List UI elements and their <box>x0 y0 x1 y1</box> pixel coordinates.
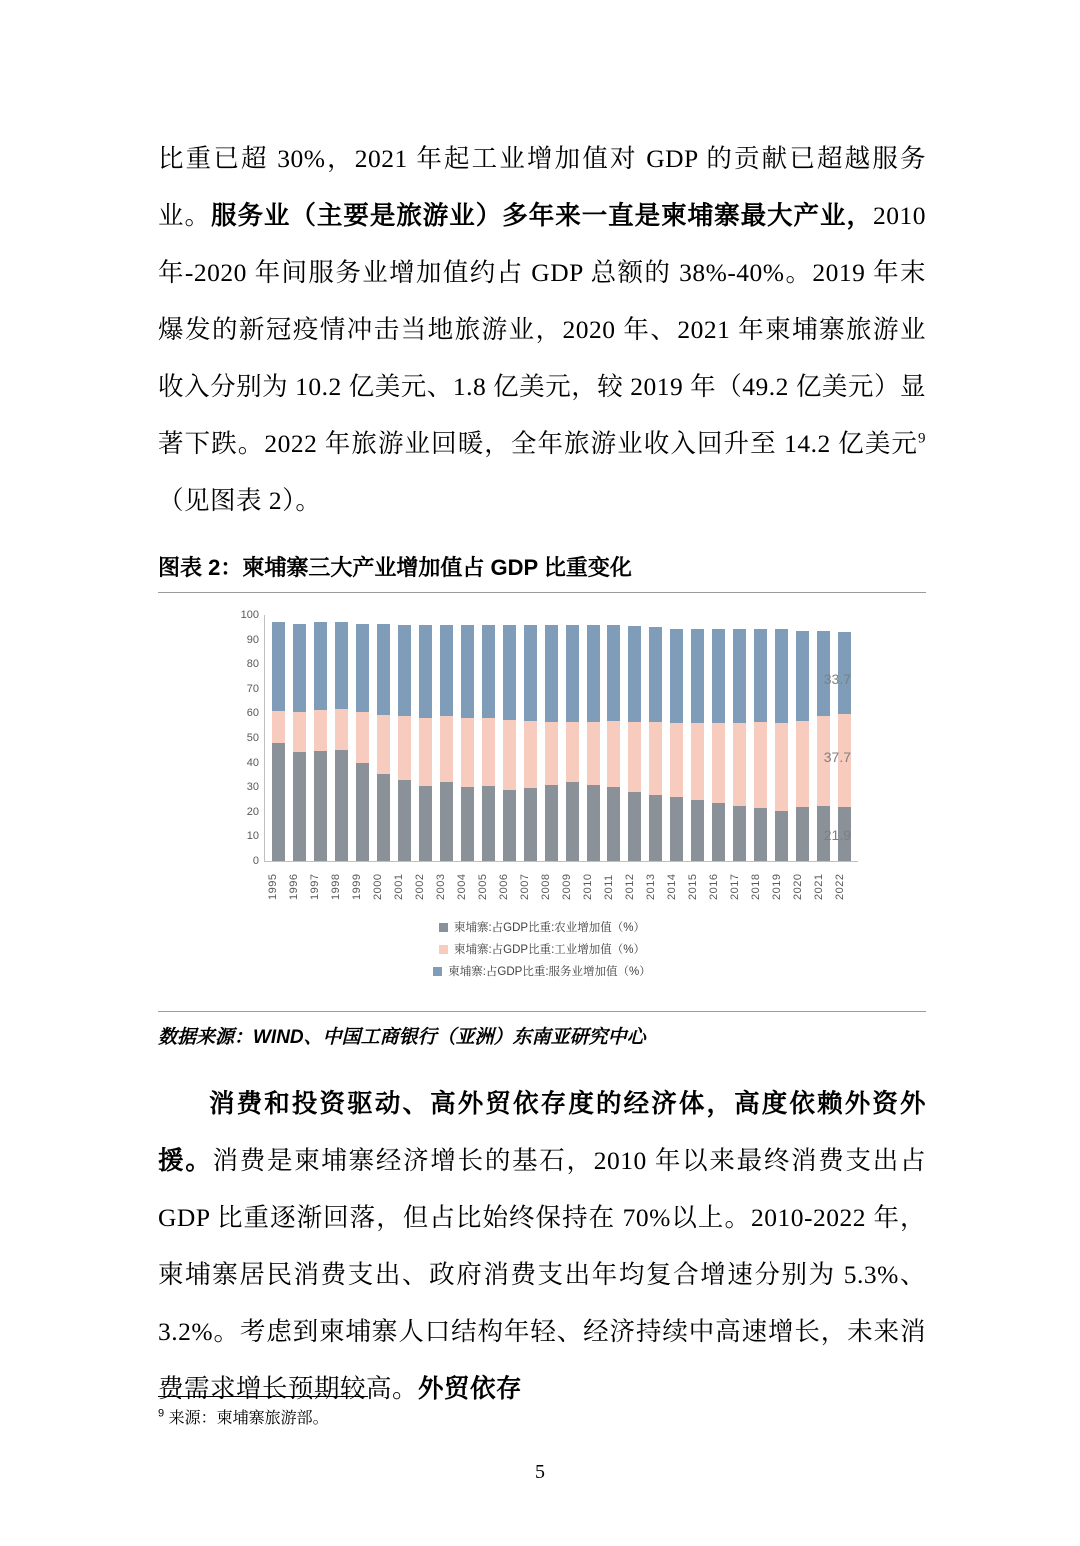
chart-bar-segment <box>607 625 620 721</box>
chart-bar-segment <box>272 711 285 743</box>
chart-x-tick: 2003 <box>435 873 447 901</box>
figure-source-note: 数据来源：WIND、中国工商银行（亚洲）东南亚研究中心 <box>158 1027 646 1048</box>
chart-bar-segment <box>293 712 306 751</box>
data-label-industry: 37.7 <box>823 749 851 765</box>
chart-bar-segment <box>670 629 683 724</box>
chart-bar-column <box>289 615 310 861</box>
chart-bar-segment <box>461 787 474 861</box>
chart-x-tick: 2021 <box>813 873 825 901</box>
chart-bar-segment <box>649 795 662 861</box>
paragraph-1-tail: （见图表 2）。 <box>158 486 322 515</box>
chart-bar-segment <box>440 716 453 782</box>
chart-bar-column <box>645 615 666 861</box>
chart-y-tick: 80 <box>246 658 259 671</box>
chart-x-tick: 1996 <box>288 873 300 901</box>
chart-bar-segment <box>796 631 809 721</box>
chart-bar-column <box>562 615 583 861</box>
chart-x-tick: 2018 <box>750 873 762 901</box>
chart-x-tick: 2015 <box>687 873 699 901</box>
chart-bar-segment <box>628 722 641 792</box>
chart-bar-column <box>687 615 708 861</box>
chart-bar-column <box>708 615 729 861</box>
chart-bar-segment <box>440 625 453 716</box>
chart-x-tick: 2008 <box>540 873 552 901</box>
chart-x-tick: 2005 <box>477 873 489 901</box>
chart-bar-segment <box>566 782 579 861</box>
chart-bar-segment <box>607 721 620 787</box>
paragraph-1-bold: 服务业（主要是旅游业）多年来一直是柬埔寨最大产业， <box>210 201 873 230</box>
chart-bar-segment <box>754 808 767 861</box>
chart-legend-item <box>439 919 645 935</box>
chart-bar-segment <box>419 718 432 786</box>
chart-bar-segment <box>712 629 725 724</box>
legend-swatch <box>439 923 448 932</box>
chart-bar-segment <box>545 785 558 861</box>
chart-y-tick: 20 <box>246 805 259 818</box>
chart-bar-segment <box>545 722 558 785</box>
chart-bar-column <box>268 615 289 861</box>
chart-y-tick: 90 <box>246 633 259 646</box>
chart-bar-segment <box>482 718 495 786</box>
chart-bar-column <box>666 615 687 861</box>
chart-plot-area <box>240 609 858 867</box>
paragraph-2 <box>158 1075 926 1417</box>
data-label-agriculture: 21.9 <box>823 827 851 843</box>
chart-bar-segment <box>754 722 767 808</box>
chart-x-tick: 1999 <box>351 873 363 901</box>
chart-bar-segment <box>503 720 516 790</box>
chart-bar-column <box>771 615 792 861</box>
figure-title: 图表 2：柬埔寨三大产业增加值占 GDP 比重变化 <box>158 555 632 580</box>
chart-x-tick: 2002 <box>414 873 426 901</box>
chart-x-tick: 2013 <box>645 873 657 901</box>
chart-bar-column <box>331 615 352 861</box>
chart-bar-segment <box>293 624 306 713</box>
chart-bar-segment <box>670 797 683 861</box>
paragraph-1-part-1: 比重已超 30%，2021 年起工业增加值对 GDP 的贡献已超越服务业。 <box>158 144 926 230</box>
figure-2-block <box>158 551 926 1049</box>
chart-x-tick: 2001 <box>393 873 405 901</box>
chart-bar-segment <box>314 710 327 751</box>
chart-container <box>158 593 926 1011</box>
chart-bar-segment <box>733 723 746 805</box>
chart-x-tick: 2014 <box>666 873 678 901</box>
chart-x-tick: 2020 <box>792 873 804 901</box>
chart-bar-segment <box>524 625 537 721</box>
chart-bar-column <box>310 615 331 861</box>
chart-bar-column <box>478 615 499 861</box>
chart-x-tick: 1997 <box>309 873 321 901</box>
chart-x-tick: 2016 <box>708 873 720 901</box>
chart-bar-column <box>415 615 436 861</box>
chart-bar-column <box>394 615 415 861</box>
chart-bar-segment <box>335 709 348 751</box>
chart-bar-segment <box>419 625 432 718</box>
chart-bar-segment <box>796 721 809 807</box>
chart-bar-segment <box>293 752 306 861</box>
chart-y-tick: 10 <box>246 830 259 843</box>
chart-bar-segment <box>628 626 641 722</box>
chart-x-tick: 2004 <box>456 873 468 901</box>
chart-bar-segment <box>356 763 369 861</box>
chart-bar-segment <box>335 622 348 708</box>
paragraph-1 <box>158 130 926 529</box>
chart-bar-segment <box>796 807 809 861</box>
chart-x-axis-labels <box>264 865 858 909</box>
footnote-text: 来源：柬埔寨旅游部。 <box>168 1410 329 1427</box>
chart-bar-segment <box>524 788 537 861</box>
page-content <box>158 130 926 1417</box>
chart-y-tick: 30 <box>246 781 259 794</box>
chart-y-tick: 100 <box>240 609 259 621</box>
chart-bar-segment <box>775 723 788 810</box>
chart-bar-segment <box>545 625 558 722</box>
chart-bar-column <box>750 615 771 861</box>
chart-bar-segment <box>691 800 704 862</box>
chart-bar-segment <box>607 787 620 861</box>
chart-x-tick: 2017 <box>729 873 741 901</box>
chart-x-tick: 2009 <box>561 873 573 901</box>
chart-bar-segment <box>272 622 285 711</box>
paragraph-1-rest: 2010 年-2020 年间服务业增加值约占 GDP 总额的 38%-40%。2019 年末爆发的新冠疫情冲击当地旅游业，2020 年、2021 年柬埔寨旅游业收入分别为 10.2 亿美元、1.8 亿美元，较 2019 年（49.2 亿美元）显著下跌。2022 年旅游业回暖，全年旅游业收入回升至 14.2 亿美元 <box>158 201 926 458</box>
chart-bar-column <box>520 615 541 861</box>
chart-bar-segment <box>524 721 537 789</box>
chart-legend-item <box>433 963 651 979</box>
chart-bar-segment <box>377 774 390 861</box>
chart-bars <box>265 615 858 861</box>
chart-x-tick: 2007 <box>519 873 531 901</box>
chart-bar-column <box>792 615 813 861</box>
chart-bar-column <box>624 615 645 861</box>
chart-x-tick: 2000 <box>372 873 384 901</box>
chart-bar-segment <box>775 629 788 724</box>
chart-inner <box>212 607 872 999</box>
legend-swatch <box>433 967 442 976</box>
chart-bar-segment <box>712 803 725 861</box>
chart-bar-segment <box>670 723 683 797</box>
chart-bar-segment <box>712 723 725 803</box>
chart-bar-segment <box>398 780 411 861</box>
chart-bar-segment <box>733 629 746 724</box>
chart-bar-column <box>499 615 520 861</box>
chart-x-tick: 2022 <box>834 873 846 901</box>
chart-y-tick: 0 <box>252 855 259 867</box>
footnote-number: 9 <box>158 1407 165 1420</box>
chart-bar-segment <box>461 718 474 787</box>
chart-bar-segment <box>398 625 411 716</box>
chart-x-tick: 2010 <box>582 873 594 901</box>
chart-bar-segment <box>649 627 662 722</box>
chart-x-tick: 1998 <box>330 873 342 901</box>
chart-y-tick: 40 <box>246 756 259 769</box>
chart-bar-segment <box>566 722 579 782</box>
chart-bar-segment <box>335 750 348 861</box>
data-label-service: 33.7 <box>823 671 851 687</box>
chart-bar-segment <box>649 722 662 795</box>
footnote-ref-9: 9 <box>918 430 926 447</box>
chart-bar-column <box>541 615 562 861</box>
paragraph-2-rest: 消费是柬埔寨经济增长的基石，2010 年以来最终消费支出占 GDP 比重逐渐回落，但占比始终保持在 70%以上。2010-2022 年，柬埔寨居民消费支出、政府消费支出年均复合增速分别为 5.3%、3.2%。考虑到柬埔寨人口结构年轻、经济持续中高速增长，未来消费需求增长预期较高。 <box>158 1146 926 1403</box>
chart-bar-segment <box>398 716 411 780</box>
chart-x-tick: 2006 <box>498 873 510 901</box>
chart-bar-segment <box>482 625 495 718</box>
chart-y-tick: 50 <box>246 732 259 744</box>
chart-bar-segment <box>587 722 600 785</box>
footnote-area <box>158 1396 926 1428</box>
chart-bar-segment <box>754 629 767 722</box>
chart-bar-column <box>583 615 604 861</box>
chart-bar-segment <box>419 786 432 861</box>
chart-bar-segment <box>377 715 390 774</box>
chart-bar-segment <box>691 723 704 799</box>
chart-bar-segment <box>587 625 600 722</box>
chart-bar-column <box>373 615 394 861</box>
legend-label: 柬埔寨:占GDP比重:工业增加值（%） <box>453 944 646 956</box>
chart-bar-segment <box>440 782 453 861</box>
chart-bar-segment <box>356 712 369 762</box>
chart-bar-segment <box>314 622 327 710</box>
chart-bar-column <box>729 615 750 861</box>
legend-swatch <box>439 945 448 954</box>
legend-label: 柬埔寨:占GDP比重:服务业增加值（%） <box>448 966 651 978</box>
chart-x-tick: 2012 <box>624 873 636 901</box>
chart-x-tick: 2011 <box>603 874 615 900</box>
chart-bar-segment <box>733 806 746 861</box>
chart-bar-segment <box>461 625 474 718</box>
chart-bar-segment <box>775 811 788 861</box>
paragraph-2-tail-bold: 外贸依存 <box>418 1374 523 1403</box>
chart-legend-item <box>439 941 645 957</box>
chart-bar-segment <box>482 786 495 861</box>
chart-bar-segment <box>377 624 390 715</box>
chart-bar-segment <box>691 629 704 724</box>
chart-bar-segment <box>503 625 516 720</box>
footnote-divider <box>158 1396 368 1397</box>
chart-bar-column <box>457 615 478 861</box>
chart-bar-column <box>436 615 457 861</box>
chart-y-tick: 70 <box>246 682 259 695</box>
chart-bar-segment <box>566 625 579 722</box>
page-number: 5 <box>535 1461 545 1483</box>
chart-legend <box>212 919 872 979</box>
chart-x-tick: 1995 <box>267 873 279 901</box>
paragraph-2-bold: 消费和投资驱动、高外贸依存度的经济体，高度依赖外资外援。 <box>158 1089 926 1175</box>
chart-x-tick: 2019 <box>771 873 783 901</box>
chart-y-tick: 60 <box>246 707 259 720</box>
chart-bar-segment <box>587 785 600 861</box>
footnote-9 <box>158 1405 926 1428</box>
chart-bar-segment <box>503 790 516 861</box>
chart-bar-column <box>604 615 625 861</box>
chart-bar-segment <box>628 792 641 861</box>
chart-bar-column <box>352 615 373 861</box>
chart-bar-segment <box>356 624 369 713</box>
legend-label: 柬埔寨:占GDP比重:农业增加值（%） <box>453 922 646 934</box>
chart-bar-segment <box>272 743 285 861</box>
chart-bar-segment <box>314 751 327 861</box>
